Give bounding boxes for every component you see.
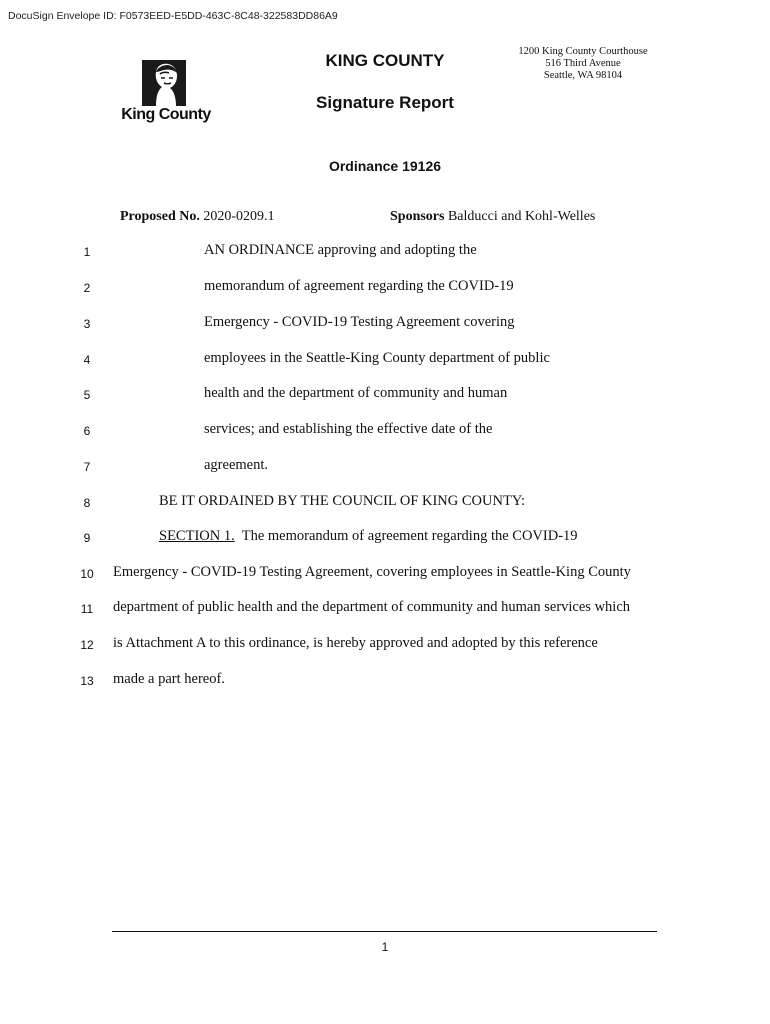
sponsors — [390, 209, 595, 225]
footer-divider — [112, 931, 657, 932]
ordinance-line: services; and establishing the effective date of the — [204, 421, 493, 437]
address-line: 516 Third Avenue — [545, 58, 621, 69]
ordinance-line: Emergency - COVID-19 Testing Agreement, covering employees in Seattle-King County — [113, 564, 631, 580]
proposed-label: Proposed No. — [120, 209, 200, 224]
line-number: 7 — [83, 460, 91, 474]
line-number: 10 — [80, 567, 94, 581]
king-county-logo — [118, 58, 218, 130]
line-number: 3 — [83, 317, 91, 331]
line-number: 12 — [80, 638, 94, 652]
ordinance-line: Emergency - COVID-19 Testing Agreement covering — [204, 314, 515, 330]
logo-wordmark: King County — [121, 106, 211, 123]
section-line — [159, 528, 578, 545]
proposed-value: 2020-0209.1 — [203, 209, 275, 224]
ordinance-line: employees in the Seattle-King County department of public — [204, 350, 550, 366]
docusign-envelope-id: DocuSign Envelope ID: F0573EED-E5DD-463C-8C48-322583DD86A9 — [8, 10, 338, 22]
enacting-clause: BE IT ORDAINED BY THE COUNCIL OF KING COUNTY: — [159, 493, 525, 509]
ordinance-line: agreement. — [204, 457, 269, 473]
ordinance-line: is Attachment A to this ordinance, is hereby approved and adopted by this reference — [113, 635, 598, 651]
ordinance-title: Ordinance 19126 — [328, 158, 442, 174]
org-title: KING COUNTY — [325, 51, 445, 70]
line-number: 4 — [83, 353, 91, 367]
line-number: 13 — [80, 674, 94, 688]
line-number: 8 — [83, 496, 91, 510]
line-number: 11 — [80, 602, 94, 616]
ordinance-line: health and the department of community and human — [204, 385, 508, 401]
address-line: 1200 King County Courthouse — [518, 46, 648, 57]
proposed-number — [120, 209, 275, 225]
line-number: 2 — [83, 281, 91, 295]
line-number: 9 — [83, 531, 91, 545]
line-number: 6 — [83, 424, 91, 438]
sponsors-label: Sponsors — [390, 209, 445, 224]
line-number: 5 — [83, 388, 91, 402]
ordinance-line: AN ORDINANCE approving and adopting the — [204, 242, 477, 258]
report-title: Signature Report — [316, 93, 454, 112]
page-number: 1 — [381, 940, 389, 954]
address-block — [510, 46, 656, 82]
line-number: 1 — [83, 245, 91, 259]
section-text: The memorandum of agreement regarding the COVID-19 — [234, 528, 578, 544]
sponsors-value: Balducci and Kohl-Welles — [447, 209, 596, 224]
address-line: Seattle, WA 98104 — [543, 70, 623, 81]
ordinance-line: made a part hereof. — [113, 671, 225, 687]
ordinance-line: memorandum of agreement regarding the COVID-19 — [204, 278, 514, 294]
ordinance-line: department of public health and the department of community and human services which — [113, 599, 631, 615]
section-heading: SECTION 1. — [159, 528, 235, 544]
king-county-portrait-icon — [142, 60, 186, 106]
